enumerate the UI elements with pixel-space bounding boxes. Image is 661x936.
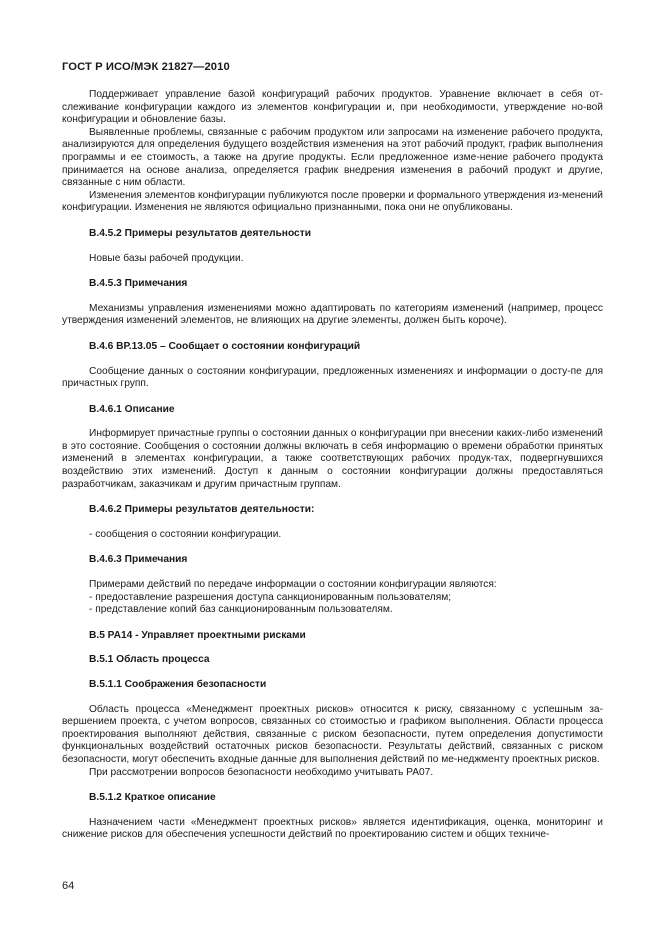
paragraph: Информирует причастные группы о состоянии данных о конфигурации при внесении каких-либо изменений в это состояние. Сообщения о состоянии должны включать в себя информацию о времени обработки принятых изменений в элементах конфигурации, а также соответствующих рабочих продук-тах, подвергнувшихся воздействию этих изменений. Доступ к данным о состоянии конфигурации должны предоставляться разработчикам, заказчикам и другим причастным группам.	[62, 428, 603, 490]
section-heading: В.5.1 Область процесса	[89, 654, 210, 666]
paragraph: При рассмотрении вопросов безопасности необходимо учитывать РА07.	[89, 766, 434, 778]
section-heading: В.4.6 ВР.13.05 – Сообщает о состоянии конфигураций	[89, 340, 361, 352]
section-heading: В.5.1.1 Соображения безопасности	[89, 679, 267, 690]
paragraph: Назначением части «Менеджмент проектных рисков» является идентификация, оценка, мониторинг и снижение рисков для обеспечения успешности действий по проектированию систем и общих техниче-	[62, 816, 603, 841]
section-heading: В.4.6.1 Описание	[89, 403, 175, 415]
document-header: ГОСТ Р ИСО/МЭК 21827—2010	[62, 61, 230, 73]
section-heading: В.5 РА14 - Управляет проектными рисками	[89, 629, 306, 641]
paragraph: Поддерживает управление базой конфигураций рабочих продуктов. Уравнение включает в себя от-слеживание конфигурации каждого из элементов конфигурации и, при необходимости, утверждение но-вой конфигурации и обновление базы.	[62, 89, 603, 126]
paragraph: Новые базы рабочей продукции.	[89, 252, 244, 264]
section-heading: В.4.6.3 Примечания	[89, 554, 188, 566]
section-heading: В.4.5.2 Примеры результатов деятельности	[89, 227, 311, 239]
list-item: - сообщения о состоянии конфигурации.	[89, 528, 282, 540]
paragraph: Механизмы управления изменениями можно адаптировать по категориям изменений (например, процесс утверждения изменений элементов, не влияющих на другие элементы, должен быть короче).	[62, 302, 603, 327]
page-number: 64	[62, 880, 75, 892]
list-item: - представление копий баз санкционированным пользователям.	[89, 604, 393, 616]
paragraph: Сообщение данных о состоянии конфигурации, предложенных изменениях и информации о досту-пе для причастных групп.	[62, 365, 603, 390]
paragraph: Область процесса «Менеджмент проектных рисков» относится к риску, связанному с успешным за-вершением проекта, с учетом вопросов, связанных со стоимостью и графиком выполнения. Области процесса проектирования выполняют действия, связанные с риском безопасности, путем определения допустимости функциональных воздействий остаточных рисков безопасности. Результаты действий, связанных с риском безопасности, могут обеспечить входные данные для выполнения действий по ме-неджменту проектных рисков.	[62, 703, 603, 765]
paragraph: Примерами действий по передаче информации о состоянии конфигурации являются:	[89, 579, 497, 591]
section-heading: В.4.6.2 Примеры результатов деятельности:	[89, 504, 315, 516]
paragraph: Изменения элементов конфигурации публикуются после проверки и формального утверждения из-менений конфигурации. Изменения не являются официально признанными, пока они не опубликованы.	[62, 189, 603, 214]
section-heading: В.4.5.3 Примечания	[89, 278, 188, 290]
paragraph: Выявленные проблемы, связанные с рабочим продуктом или запросами на изменение рабочего продукта, анализируются для определения будущего воздействия изменения на этот рабочий продукт, график выполнения программы и ее стоимость, а также на другие продукты. Если предложенное изме-нение рабочего продукта принимается на основе анализа, определяется график внедрения изменения в рабочий продукт и другие, связанные с ним области.	[62, 126, 603, 189]
list-item: - предоставление разрешения доступа санкционированным пользователям;	[89, 591, 452, 603]
document-body	[62, 89, 603, 842]
section-heading: В.5.1.2 Краткое описание	[89, 792, 216, 804]
